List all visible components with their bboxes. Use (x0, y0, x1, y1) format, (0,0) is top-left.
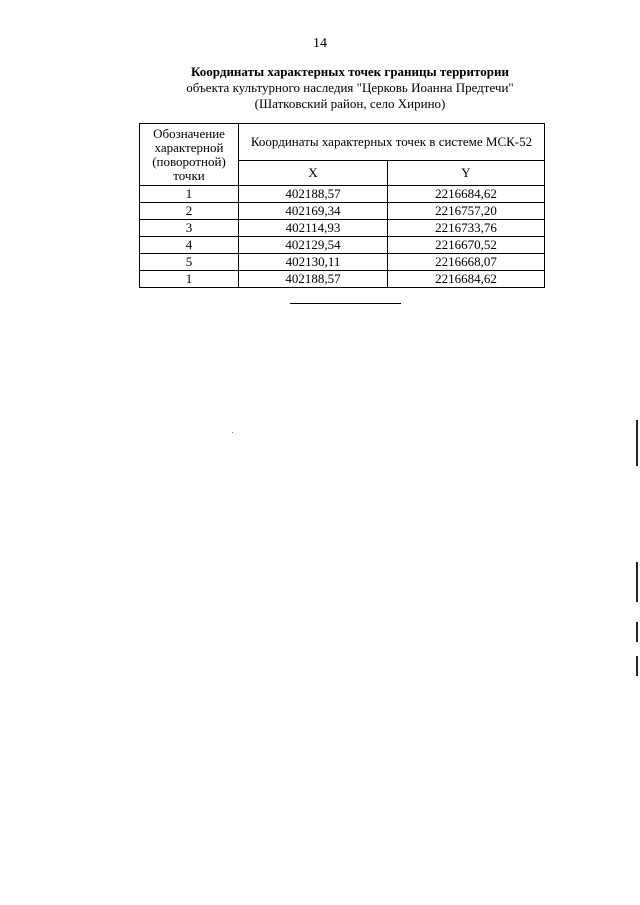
table-header-row (140, 124, 545, 161)
header-y: Y (388, 161, 545, 186)
scan-artifact-dot (232, 432, 233, 433)
title-line-2: объекта культурного наследия "Церковь Иоанна Предтечи" (186, 80, 514, 95)
table-row (140, 271, 545, 288)
scan-edge-mark (636, 656, 638, 676)
page-number: 14 (313, 36, 327, 51)
document-title (0, 64, 640, 112)
cell-point: 4 (140, 237, 239, 254)
table-row (140, 186, 545, 203)
cell-y: 2216757,20 (388, 203, 545, 220)
table-row (140, 203, 545, 220)
coordinates-table (139, 123, 545, 288)
scan-edge-mark (636, 562, 638, 602)
table-row (140, 220, 545, 237)
scan-edge-mark (636, 420, 638, 466)
cell-y: 2216668,07 (388, 254, 545, 271)
cell-x: 402169,34 (239, 203, 388, 220)
header-coordinate-system: Координаты характерных точек в системе МСК-52 (239, 124, 545, 161)
title-line-3: (Шатковский район, село Хирино) (254, 96, 446, 111)
cell-x: 402129,54 (239, 237, 388, 254)
cell-y: 2216684,62 (388, 271, 545, 288)
cell-x: 402188,57 (239, 271, 388, 288)
title-line-1: Координаты характерных точек границы территории (191, 64, 509, 79)
closing-rule-line (290, 303, 401, 304)
scan-edge-mark (636, 622, 638, 642)
cell-point: 3 (140, 220, 239, 237)
cell-point: 5 (140, 254, 239, 271)
cell-point: 2 (140, 203, 239, 220)
cell-y: 2216733,76 (388, 220, 545, 237)
header-point-designation: Обозначение характерной (поворотной) точки (140, 124, 239, 186)
header-x: X (239, 161, 388, 186)
cell-x: 402114,93 (239, 220, 388, 237)
cell-point: 1 (140, 271, 239, 288)
cell-x: 402130,11 (239, 254, 388, 271)
table-row (140, 237, 545, 254)
cell-point: 1 (140, 186, 239, 203)
table-row (140, 254, 545, 271)
cell-y: 2216684,62 (388, 186, 545, 203)
cell-x: 402188,57 (239, 186, 388, 203)
cell-y: 2216670,52 (388, 237, 545, 254)
